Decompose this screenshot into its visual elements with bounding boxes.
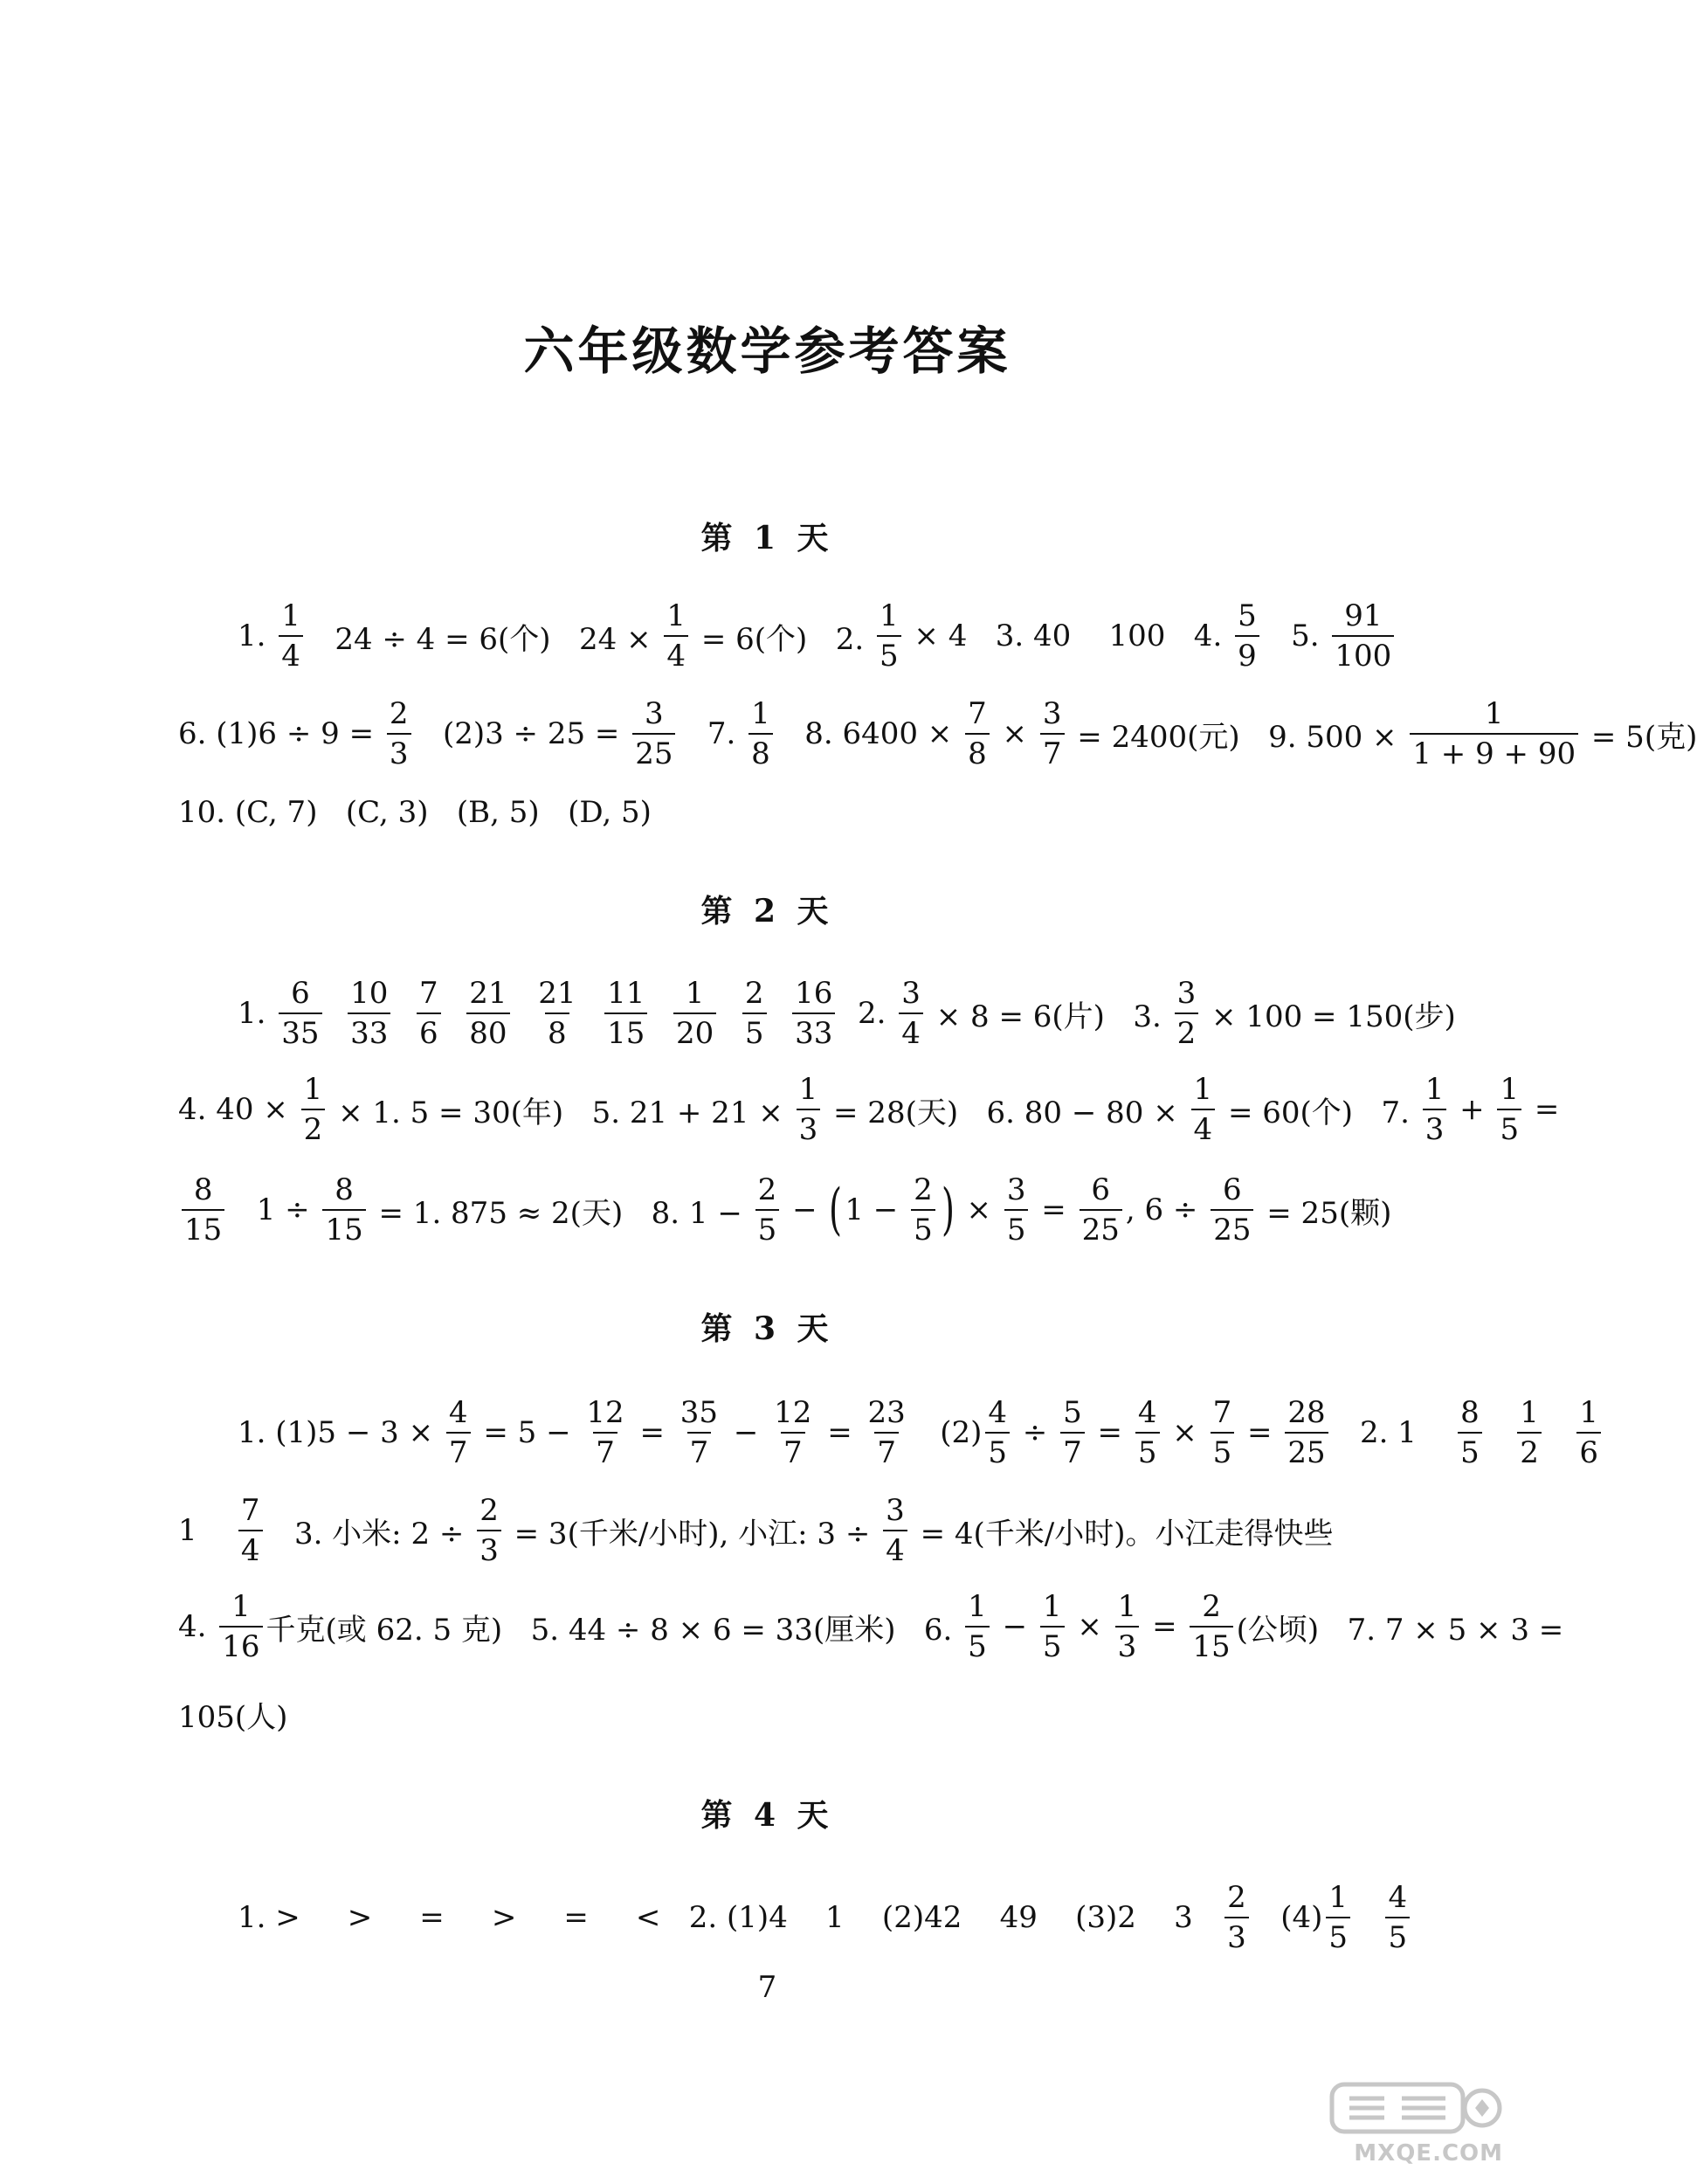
fraction-numerator: 4 [1388,1880,1408,1915]
fraction-denominator: 33 [348,1013,390,1048]
text-segment [394,996,413,1031]
fraction-denominator: 15 [182,1209,224,1245]
fraction [1080,1172,1122,1248]
fraction-numerator: 1 [1042,1589,1062,1624]
fraction-numerator: 5 [1238,598,1257,633]
answer-logo-icon [1328,2079,1503,2137]
text-segment: = 4(千米/小时)。小江走得快些 [910,1516,1334,1552]
fraction-numerator: 3 [886,1493,905,1528]
fraction-numerator: 6 [1091,1172,1111,1207]
fraction-numerator: 10 [350,976,389,1011]
text-segment: = 5 − [473,1415,581,1450]
fraction-denominator: 6 [417,1013,441,1048]
text-segment: 24 ÷ 4 = 6(个) 24 × [306,621,661,657]
fraction-denominator: 20 [673,1013,716,1048]
text-segment: = [1238,1415,1282,1450]
fraction-numerator: 4 [1137,1395,1157,1430]
fraction [417,976,441,1051]
day-4-line-1 [238,1878,1413,1957]
text-segment [445,996,464,1031]
fraction [279,598,303,674]
fraction-numerator: 5 [1063,1395,1082,1430]
text-segment: = 28(天) 6. 80 − 80 × [824,1095,1188,1130]
fraction [1060,1395,1085,1470]
fraction-denominator: 5 [1004,1209,1029,1245]
fraction [866,1395,908,1470]
fraction-denominator: 2 [1175,1013,1199,1048]
fraction-denominator: 3 [477,1530,501,1565]
text-segment [1545,1415,1573,1450]
text-segment: = 6(个) 2. [692,621,873,657]
fraction [1211,1395,1235,1470]
text-segment: = [1031,1192,1076,1227]
fraction [1423,1072,1447,1147]
fraction-numerator: 1 [1328,1880,1349,1915]
fraction [182,1172,224,1248]
watermark [1320,2079,1503,2175]
fraction-denominator: 100 [1332,635,1394,671]
fraction-denominator: 15 [1190,1626,1232,1662]
fraction [583,1395,626,1470]
text-segment: (2)3 ÷ 25 = [414,716,630,751]
watermark-text: MXQE.COM [1354,2140,1503,2167]
day-3-line-3 [178,1587,1563,1666]
fraction-denominator: 8 [748,733,773,769]
day-3-line-2 [178,1491,1334,1570]
fraction-denominator: 5 [1211,1432,1235,1468]
fraction-numerator: 1 [1500,1072,1520,1107]
text-segment: − [992,1609,1037,1644]
fraction-denominator: 7 [1040,733,1065,769]
page-number: 7 [757,1970,777,2005]
fraction-numerator: 35 [679,1395,719,1430]
fraction-numerator: 4 [448,1395,468,1430]
fraction-denominator: 2 [301,1109,326,1144]
fraction [1235,598,1259,674]
fraction-numerator: 2 [479,1493,499,1528]
fraction-denominator: 4 [899,1013,923,1048]
fraction-numerator: 1 [666,598,686,633]
fraction-numerator: 2 [757,1172,777,1207]
fraction-numerator: 8 [193,1172,213,1207]
fraction-denominator: 5 [1497,1109,1521,1144]
fraction [797,1072,821,1147]
fraction-denominator: 5 [965,1626,990,1662]
text-segment: 8. 6400 × [776,716,962,751]
fraction [387,696,411,771]
text-segment: (2) [911,1415,983,1450]
day-3-line-4 [178,1675,287,1753]
text-segment: = 60(个) 7. [1218,1095,1419,1130]
text-segment: = [630,1415,674,1450]
day-1-line-2 [178,695,1697,773]
fraction [1410,696,1578,771]
text-segment: × [956,1192,1001,1227]
text-segment: × 1. 5 = 30(年) 5. 21 + 21 × [328,1095,793,1130]
fraction-denominator: 80 [466,1013,509,1048]
text-segment [651,996,670,1031]
text-segment: 6. (1)6 ÷ 9 = [178,716,383,751]
fraction-numerator: 3 [1176,976,1197,1011]
fraction-numerator: 12 [774,1395,812,1430]
page-title: 六年级数学参考答案 [523,321,1011,381]
text-segment: 1. [238,996,276,1031]
fraction [1497,1072,1521,1147]
fraction [664,598,688,674]
fraction-denominator: 5 [1135,1432,1160,1468]
fraction-numerator: 6 [291,976,310,1011]
fraction-numerator: 8 [335,1172,354,1207]
fraction-denominator: 5 [1326,1917,1350,1952]
fraction-numerator: 1 [1193,1072,1213,1107]
day-1-line-3 [178,773,652,852]
fraction [673,976,716,1051]
fraction-denominator: 3 [1423,1109,1447,1144]
fraction [632,696,675,771]
fraction-denominator: 7 [781,1432,805,1468]
text-segment [514,996,533,1031]
large-parenthesis: ) [941,1178,955,1242]
fraction-denominator: 7 [687,1432,712,1468]
fraction [219,1589,262,1664]
fraction [1040,696,1065,771]
text-segment: 1. > > = > = < 2. (1)4 1 (2)42 49 (3)2 3 [238,1900,1222,1935]
text-segment: − [724,1415,769,1450]
text-segment: − [783,1192,827,1227]
fraction-denominator: 4 [279,635,303,671]
fraction-numerator: 21 [469,976,507,1011]
fraction-denominator: 5 [1385,1917,1410,1952]
text-segment [1486,1415,1514,1450]
text-segment: 10. (C, 7) (C, 3) (B, 5) (D, 5) [178,795,652,830]
fraction-denominator: 4 [1191,1109,1216,1144]
large-parenthesis: ( [829,1178,843,1242]
fraction [1175,976,1199,1051]
fraction-numerator: 7 [1212,1395,1232,1430]
fraction-numerator: 4 [988,1395,1007,1430]
fraction [985,1395,1010,1470]
day-1-line-1 [238,597,1397,675]
fraction-numerator: 2 [389,696,409,731]
fraction [748,696,773,771]
fraction-denominator: 8 [545,1013,569,1048]
fraction [477,1493,501,1568]
text-segment [326,996,345,1031]
fraction-denominator: 5 [742,1013,767,1048]
fraction-numerator: 1 [1484,696,1504,731]
day-2-line-2 [178,1070,1559,1149]
fraction [1517,1395,1542,1470]
fraction [1135,1395,1160,1470]
fraction [1285,1395,1328,1470]
fraction-denominator: 25 [1080,1209,1122,1245]
fraction-denominator: 5 [1458,1432,1482,1468]
fraction [1576,1395,1601,1470]
text-segment: 1. [238,619,276,653]
text-segment: × 4 3. 40 100 4. [904,619,1232,653]
fraction-denominator: 7 [1060,1432,1085,1468]
fraction [604,976,647,1051]
fraction [1004,1172,1029,1248]
text-segment: × [992,716,1037,751]
fraction-numerator: 1 [879,598,899,633]
text-segment: 1 − [845,1192,908,1227]
fraction-denominator: 7 [446,1432,471,1468]
fraction-numerator: 11 [607,976,645,1011]
fraction [466,976,509,1051]
text-segment: 7. [679,716,746,751]
fraction-denominator: 3 [1224,1917,1249,1952]
fraction [1224,1880,1249,1955]
fraction [911,1172,935,1248]
fraction [965,696,990,771]
text-segment: = [1142,1609,1187,1644]
fraction-denominator: 16 [219,1626,262,1662]
fraction-denominator: 4 [664,635,688,671]
fraction-denominator: 25 [632,733,675,769]
day-4-heading: 第 4 天 [700,1797,834,1834]
fraction-denominator: 6 [1576,1432,1601,1468]
fraction-numerator: 3 [1042,696,1062,731]
fraction [678,1395,721,1470]
fraction-denominator: 9 [1235,635,1259,671]
fraction [771,1395,814,1470]
text-segment: 5. [1262,619,1329,653]
text-segment: 1. (1)5 − 3 × [238,1415,443,1450]
fraction [1191,1072,1216,1147]
fraction-numerator: 1 [798,1072,818,1107]
fraction [348,976,390,1051]
fraction-numerator: 3 [645,696,664,731]
text-segment: , 6 ÷ [1125,1192,1208,1227]
day-3-line-1 [238,1393,1604,1472]
day-2-line-1 [238,974,1456,1053]
text-segment: 千克(或 62. 5 克) 5. 44 ÷ 8 × 6 = 33(厘米) 6. [266,1612,962,1648]
fraction [742,976,767,1051]
text-segment: = [1087,1415,1132,1450]
fraction [792,976,835,1051]
fraction-denominator: 5 [985,1432,1010,1468]
fraction-denominator: 15 [322,1209,365,1245]
text-segment: × 100 = 150(步) [1202,999,1456,1034]
text-segment: = 2400(元) 9. 500 × [1067,719,1407,755]
fraction-denominator: 8 [965,733,990,769]
fraction-denominator: 5 [911,1209,935,1245]
fraction-numerator: 91 [1344,598,1383,633]
fraction-numerator: 7 [968,696,987,731]
fraction [899,976,923,1051]
fraction-numerator: 1 [1520,1395,1539,1430]
text-segment [582,996,601,1031]
fraction-denominator: 3 [1115,1626,1140,1662]
fraction [1040,1589,1065,1664]
fraction-numerator: 2 [1202,1589,1221,1624]
fraction-numerator: 23 [867,1395,906,1430]
text-segment: + [1450,1092,1494,1127]
text-segment: (公顷) 7. 7 × 5 × 3 = [1236,1612,1564,1648]
fraction-denominator: 35 [279,1013,321,1048]
fraction [1190,1589,1232,1664]
fraction-denominator: 4 [883,1530,907,1565]
fraction [965,1589,990,1664]
fraction [1115,1589,1140,1664]
fraction [1211,1172,1253,1248]
day-2-line-3 [178,1171,1391,1249]
day-1-heading: 第 1 天 [700,520,834,556]
fraction [322,1172,365,1248]
text-segment: 4. [178,1609,217,1644]
text-segment: 2. [838,996,896,1031]
text-segment: = 3(千米/小时), 小江: 3 ÷ [504,1516,880,1552]
text-segment: 1 [178,1513,235,1548]
fraction-numerator: 1 [968,1589,987,1624]
fraction-numerator: 3 [901,976,921,1011]
fraction [883,1493,907,1568]
fraction-numerator: 1 [231,1589,251,1624]
text-segment: × [1162,1415,1207,1450]
fraction-denominator: 5 [1040,1626,1065,1662]
fraction-denominator: 5 [877,635,901,671]
fraction [877,598,901,674]
fraction-numerator: 1 [281,598,300,633]
fraction-numerator: 1 [303,1072,323,1107]
fraction-numerator: 12 [586,1395,624,1430]
text-segment: = [1525,1092,1560,1127]
text-segment [1354,1900,1382,1935]
text-segment: = [817,1415,862,1450]
fraction-numerator: 28 [1287,1395,1326,1430]
fraction-denominator: 3 [797,1109,821,1144]
fraction [301,1072,326,1147]
fraction [1332,598,1394,674]
text-segment: × [1067,1609,1112,1644]
fraction-numerator: 21 [538,976,576,1011]
fraction [1385,1880,1410,1955]
fraction-numerator: 3 [1006,1172,1026,1207]
fraction-denominator: 1 + 9 + 90 [1410,733,1578,769]
fraction [535,976,578,1051]
fraction [755,1172,780,1248]
day-3-heading: 第 3 天 [700,1310,834,1347]
fraction-denominator: 3 [387,733,411,769]
fraction-numerator: 1 [751,696,770,731]
text-segment: 105(人) [178,1699,288,1735]
fraction-numerator: 2 [744,976,764,1011]
fraction-numerator: 6 [1223,1172,1242,1207]
text-segment: 4. 40 × [178,1092,298,1127]
fraction-denominator: 2 [1517,1432,1542,1468]
fraction-denominator: 4 [238,1530,263,1565]
text-segment: 3. 小米: 2 ÷ [266,1516,474,1552]
fraction-numerator: 1 [685,976,705,1011]
fraction-numerator: 7 [419,976,438,1011]
fraction [1326,1880,1350,1955]
fraction-denominator: 33 [792,1013,835,1048]
text-segment: = 25(颗) [1257,1195,1392,1231]
fraction [446,1395,471,1470]
day-2-heading: 第 2 天 [700,893,834,930]
text-segment: × 8 = 6(片) 3. [926,999,1171,1034]
fraction-numerator: 1 [1117,1589,1137,1624]
fraction [1458,1395,1482,1470]
fraction-numerator: 8 [1460,1395,1480,1430]
fraction-numerator: 7 [240,1493,260,1528]
text-segment: = 5(克) [1582,719,1697,755]
text-segment [770,996,790,1031]
fraction-denominator: 5 [755,1209,780,1245]
fraction-denominator: 25 [1211,1209,1253,1245]
fraction-numerator: 1 [1425,1072,1445,1107]
fraction-numerator: 1 [1579,1395,1598,1430]
text-segment: 1 ÷ [228,1192,320,1227]
fraction [279,976,321,1051]
fraction-denominator: 7 [593,1432,617,1468]
fraction-denominator: 25 [1285,1432,1328,1468]
fraction-numerator: 2 [1227,1880,1246,1915]
fraction-denominator: 7 [874,1432,899,1468]
text-segment: (4) [1252,1900,1323,1935]
fraction-denominator: 15 [604,1013,647,1048]
text-segment [720,996,739,1031]
fraction-numerator: 2 [914,1172,933,1207]
fraction-numerator: 16 [795,976,833,1011]
text-segment: ÷ [1013,1415,1058,1450]
text-segment: = 1. 875 ≈ 2(天) 8. 1 − [369,1195,752,1231]
text-segment: 2. 1 [1331,1415,1455,1450]
fraction [238,1493,263,1568]
